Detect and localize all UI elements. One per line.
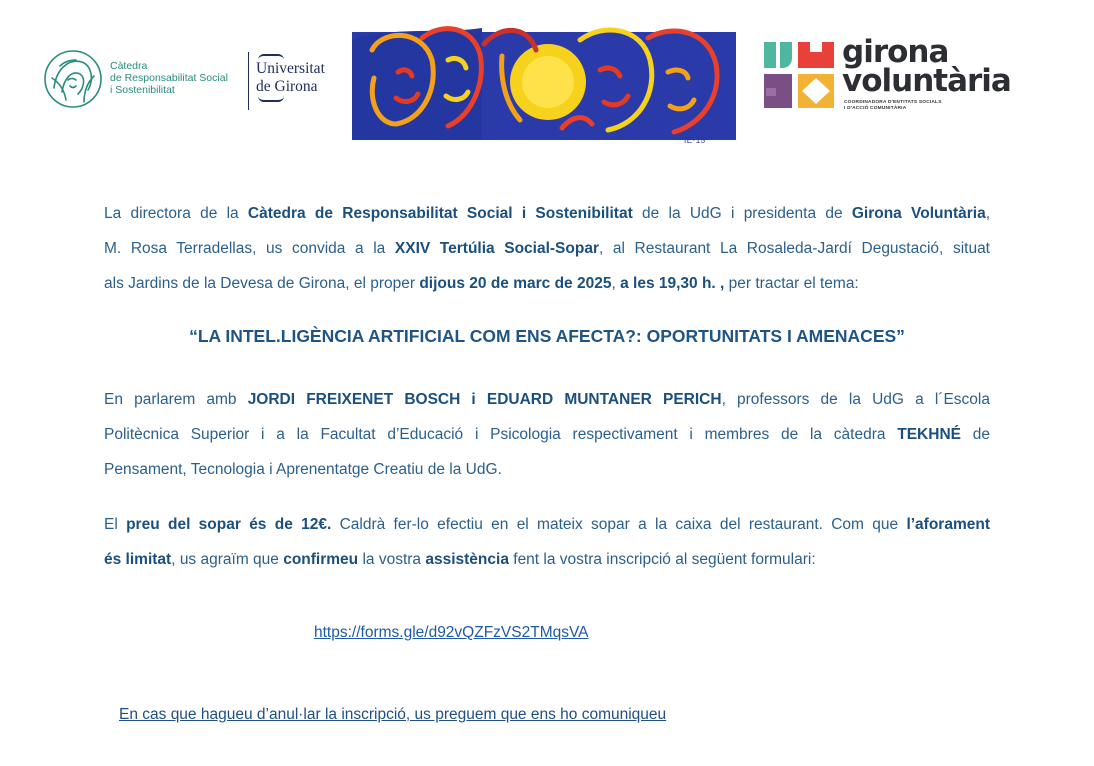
event-name-bold: XXIV Tertúlia Social-Sopar — [394, 240, 599, 257]
girona-voluntaria-mark-icon — [762, 38, 836, 110]
text-run: , — [985, 205, 991, 222]
udg-bottom-ornament — [258, 96, 284, 102]
text-run: , al Restaurant La Rosaleda-Jardí Degustació, situat — [598, 240, 990, 257]
event-time-bold: a les 19,30 h. , — [620, 275, 725, 292]
text-run: M. Rosa Terradellas, us convida a la — [104, 240, 395, 257]
girona-voluntaria-wordmark — [842, 34, 1011, 99]
text-run: per tractar el tema: — [724, 275, 859, 292]
text-run: , us agraïm que — [171, 551, 284, 568]
text-run: la vostra — [358, 551, 426, 568]
gv-word-line-2: voluntària — [842, 63, 1011, 99]
invitation-paragraph — [104, 196, 990, 301]
catedra-line-3: i Sostenibilitat — [110, 84, 175, 96]
gv-word-line-1: girona — [842, 34, 949, 70]
cancellation-note: En cas que hagueu d’anul·lar la inscripció, us preguem que ens ho comuniqueu — [119, 706, 667, 723]
faces-painting — [352, 20, 736, 152]
udg-line-2: de Girona — [256, 78, 318, 95]
event-date-bold: dijous 20 de marc de 2025 — [419, 275, 612, 292]
text-run: Caldrà fer-lo efectiu en el mateix sopar a la caixa del restaurant. Com que — [331, 516, 907, 533]
text-run: El — [104, 516, 127, 533]
speakers-line-3: Pensament, Tecnologia i Aprenentatge Creatiu de la UdG. — [104, 461, 502, 478]
logo-divider — [248, 52, 249, 110]
confirm-bold: confirmeu — [283, 551, 359, 568]
text-run: Politècnica Superior i a la Facultat d’Educació i Psicologia respectivament i membres de la càtedra — [104, 426, 898, 443]
price-line-1 — [104, 507, 990, 542]
tekhne-bold: TEKHNÉ — [897, 426, 961, 443]
catedra-line-1: Càtedra — [110, 60, 148, 72]
text-run: fent la vostra inscripció al següent formulari: — [508, 551, 816, 568]
price-bold: preu del sopar és de 12€. — [126, 516, 332, 533]
text-run: de — [960, 426, 990, 443]
attendance-bold: assistència — [425, 551, 509, 568]
text-run: En parlarem amb — [104, 391, 248, 408]
speakers-line-1 — [104, 382, 990, 417]
price-line-2 — [104, 542, 990, 577]
limited-bold: és limitat — [104, 551, 172, 568]
speakers-bold: JORDI FREIXENET BOSCH i EDUARD MUNTANER PERICH — [247, 391, 722, 408]
talk-title: “LA INTEL.LIGÈNCIA ARTIFICIAL COM ENS AFECTA?: OPORTUNITATS I AMENACES” — [189, 326, 905, 346]
price-paragraph — [104, 507, 990, 577]
text-run: , — [611, 275, 621, 292]
text-run: als Jardins de la Devesa de Girona, el proper — [104, 275, 420, 292]
text-run: La directora de la — [104, 205, 248, 222]
text-run: , professors de la UdG a l´Escola — [721, 391, 990, 408]
invitation-line-1 — [104, 196, 990, 231]
udg-line-1: Universitat — [256, 60, 325, 77]
invitation-line-2 — [104, 231, 990, 266]
catedra-name — [110, 60, 228, 96]
catedra-line-2: de Responsabilitat Social — [110, 72, 228, 84]
girona-voluntaria-logo — [762, 34, 1011, 118]
registration-form-link[interactable]: https://forms.gle/d92vQZFzVS2TMqsVA — [314, 624, 589, 641]
gv-sub-line-2: I D'ACCIÓ COMUNITÀRIA — [844, 106, 907, 111]
catedra-emblem-icon — [42, 48, 104, 110]
catedra-name-bold: Càtedra de Responsabilitat Social i Sostenibilitat — [247, 205, 633, 222]
header — [0, 0, 1094, 160]
speakers-line-2 — [104, 417, 990, 452]
girona-voluntaria-bold: Girona Voluntària — [851, 205, 986, 222]
udg-logo — [256, 54, 325, 102]
catedra-logo — [42, 48, 342, 114]
painting-signature: IE·15 — [684, 136, 706, 145]
capacity-bold: l’aforament — [906, 516, 990, 533]
invitation-line-3 — [104, 266, 990, 301]
gv-sub-line-1: COORDINADORA D'ENTITATS SOCIALS — [844, 100, 942, 105]
text-run: de la UdG i presidenta de — [632, 205, 852, 222]
speakers-paragraph — [104, 382, 990, 487]
girona-voluntaria-subtitle — [844, 100, 942, 112]
